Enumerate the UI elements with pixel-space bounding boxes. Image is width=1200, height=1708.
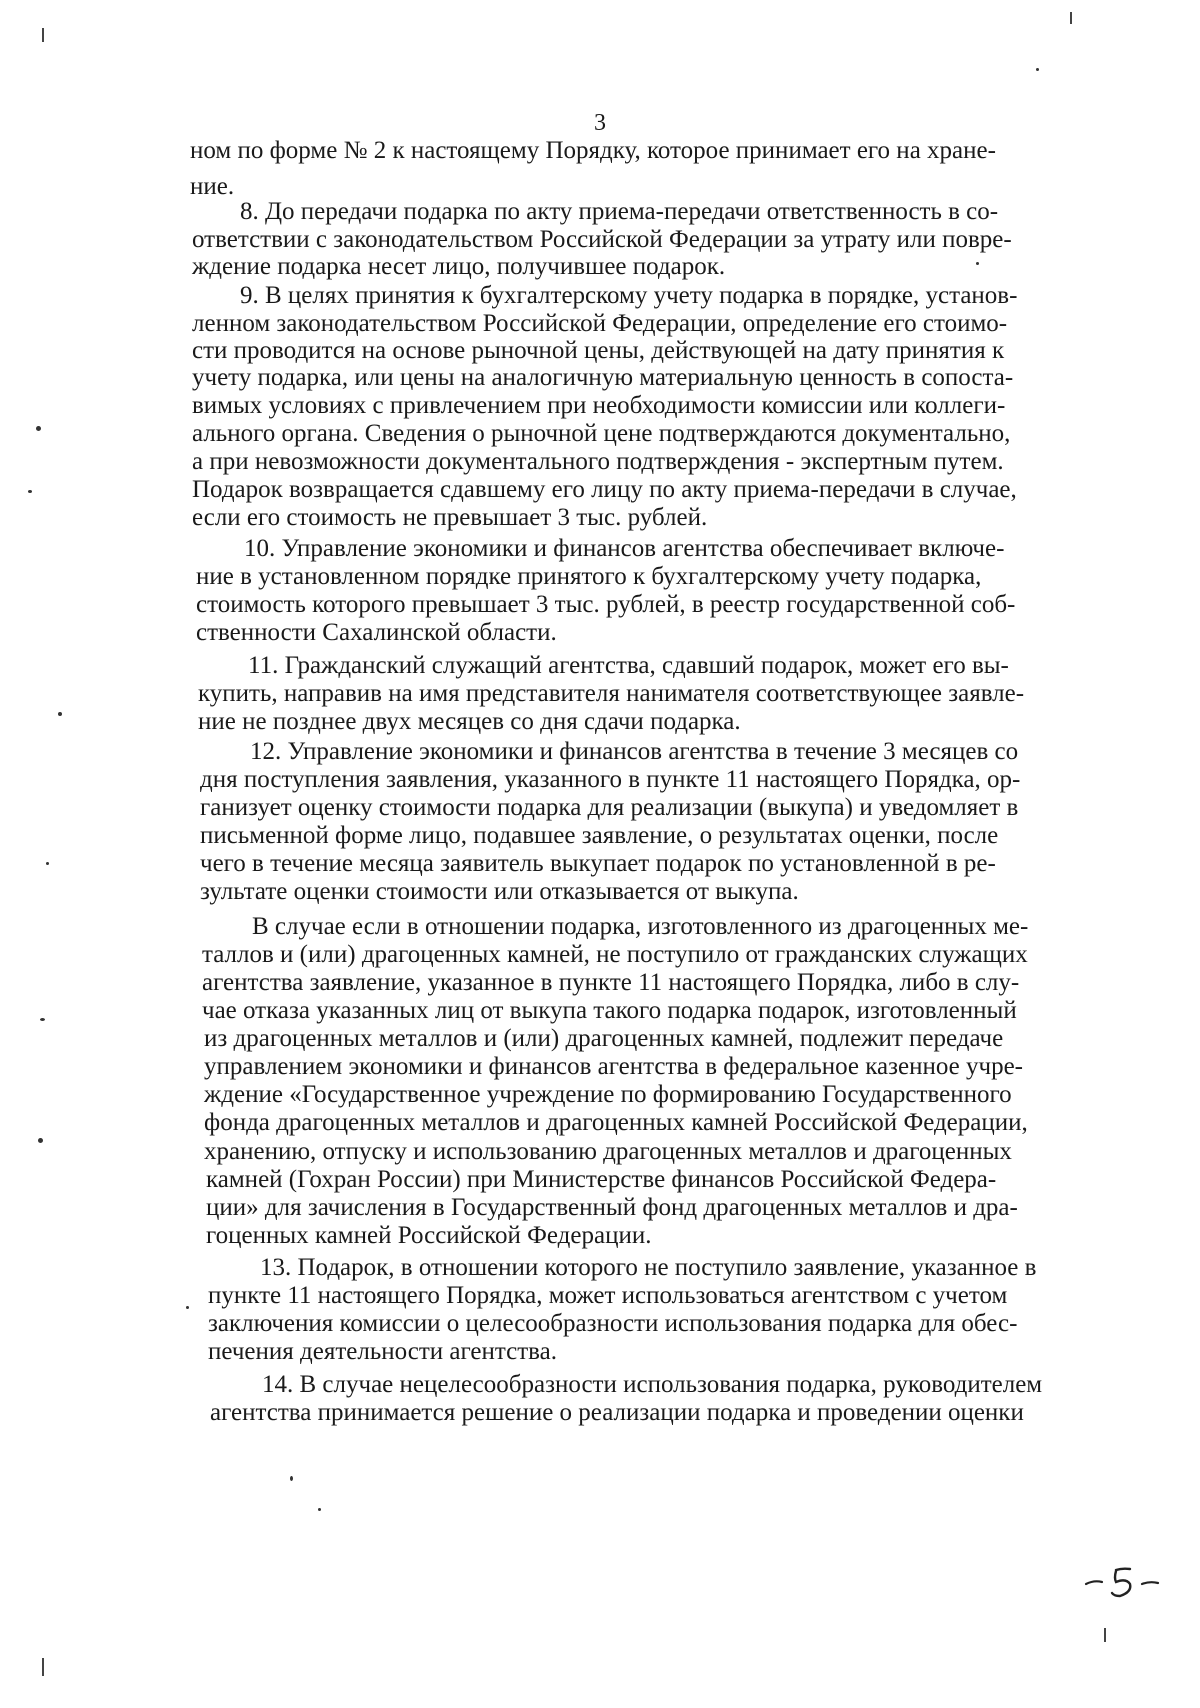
text-line: вимых условиях с привлечением при необходимости комиссии или коллеги- — [192, 392, 1006, 419]
text-line: ном по форме № 2 к настоящему Порядку, которое принимает его на хране- — [190, 137, 996, 164]
text-line: учету подарка, или цены на аналогичную материальную ценность в сопоста- — [192, 364, 1014, 391]
text-line: ние. — [190, 173, 235, 200]
text-line: 8. До передачи подарка по акту приема-передачи ответственность в со- — [240, 198, 999, 225]
handwritten-page-number — [1082, 1562, 1182, 1602]
text-line: 13. Подарок, в отношении которого не поступило заявление, указанное в — [260, 1254, 1037, 1281]
text-line: агентства заявление, указанное в пункте 11 настоящего Порядка, либо в слу- — [202, 969, 1020, 996]
text-line: а при невозможности документального подтверждения - экспертным путем. — [192, 448, 1004, 475]
scan-mark — [42, 1658, 44, 1676]
text-line: камней (Гохран России) при Министерстве финансов Российской Федера- — [206, 1166, 997, 1193]
text-line: заключения комиссии о целесообразности использования подарка для обес- — [208, 1310, 1018, 1337]
text-line: гоценных камней Российской Федерации. — [206, 1222, 652, 1249]
page-number: 3 — [594, 110, 606, 136]
scan-speck — [58, 712, 62, 716]
text-line: пункте 11 настоящего Порядка, может использоваться агентством с учетом — [208, 1282, 1008, 1309]
text-line: из драгоценных металлов и (или) драгоценных камней, подлежит передаче — [204, 1025, 1004, 1052]
scan-mark — [1070, 12, 1072, 24]
text-line: управлением экономики и финансов агентства в федеральное казенное учре- — [204, 1053, 1024, 1080]
text-line: печения деятельности агентства. — [208, 1338, 557, 1365]
scan-mark — [1104, 1628, 1106, 1642]
scan-speck — [186, 1306, 189, 1309]
text-line: ганизует оценку стоимости подарка для реализации (выкупа) и уведомляет в — [200, 794, 1019, 821]
text-line: Подарок возвращается сдавшему его лицу по акту приема-передачи в случае, — [192, 476, 1017, 503]
text-line: зультате оценки стоимости или отказывается от выкупа. — [200, 878, 799, 905]
text-line: письменной форме лицо, подавшее заявление, о результатах оценки, после — [200, 822, 999, 849]
text-line: 14. В случае нецелесообразности использования подарка, руководителем — [262, 1371, 1043, 1398]
scan-speck — [46, 862, 49, 865]
text-line: если его стоимость не превышает 3 тыс. рублей. — [192, 504, 708, 531]
text-line: ответствии с законодательством Российской Федерации за утрату или повре- — [192, 226, 1012, 253]
text-line: ние в установленном порядке принятого к бухгалтерскому учету подарка, — [196, 563, 982, 590]
scan-speck — [38, 1138, 43, 1143]
text-line: дня поступления заявления, указанного в пункте 11 настоящего Порядка, ор- — [200, 766, 1021, 793]
text-line: таллов и (или) драгоценных камней, не поступило от гражданских служащих — [202, 941, 1028, 968]
scan-speck — [1036, 68, 1039, 71]
text-line: ждение подарка несет лицо, получившее подарок. — [192, 253, 726, 280]
text-line: ции» для зачисления в Государственный фонд драгоценных металлов и дра- — [206, 1194, 1018, 1221]
text-line: ждение «Государственное учреждение по формированию Государственного — [204, 1081, 1012, 1108]
text-line: 11. Гражданский служащий агентства, сдавший подарок, может его вы- — [248, 652, 1009, 679]
scan-speck — [40, 1018, 45, 1021]
text-line: 9. В целях принятия к бухгалтерскому учету подарка в порядке, установ- — [240, 282, 1018, 309]
text-line: сти проводится на основе рыночной цены, действующей на дату принятия к — [192, 337, 1005, 364]
text-line: ние не позднее двух месяцев со дня сдачи подарка. — [198, 708, 741, 735]
scan-speck — [28, 490, 32, 493]
text-line: чае отказа указанных лиц от выкупа такого подарка подарок, изготовленный — [202, 997, 1017, 1024]
text-line: ального органа. Сведения о рыночной цене подтверждаются документально, — [192, 420, 1011, 447]
scan-speck — [36, 426, 41, 431]
scan-speck — [290, 1476, 293, 1481]
text-line: агентства принимается решение о реализации подарка и проведении оценки — [210, 1399, 1024, 1426]
text-line: ленном законодательством Российской Федерации, определение его стоимо- — [192, 310, 1008, 337]
scan-speck — [318, 1508, 321, 1511]
text-line: фонда драгоценных металлов и драгоценных камней Российской Федерации, — [204, 1109, 1028, 1136]
text-line: хранению, отпуску и использованию драгоценных металлов и драгоценных — [204, 1138, 1012, 1165]
text-line: В случае если в отношении подарка, изготовленного из драгоценных ме- — [252, 913, 1029, 940]
scan-speck — [976, 262, 979, 265]
scan-mark — [42, 28, 44, 42]
text-line: 10. Управление экономики и финансов агентства обеспечивает включе- — [244, 535, 1005, 562]
text-line: чего в течение месяца заявитель выкупает подарок по установленной в ре- — [200, 850, 996, 877]
text-line: стоимость которого превышает 3 тыс. рублей, в реестр государственной соб- — [196, 591, 1016, 618]
text-line: ственности Сахалинской области. — [196, 619, 557, 646]
text-line: 12. Управление экономики и финансов агентства в течение 3 месяцев со — [250, 738, 1019, 765]
text-line: купить, направив на имя представителя нанимателя соответствующее заявле- — [198, 680, 1025, 707]
